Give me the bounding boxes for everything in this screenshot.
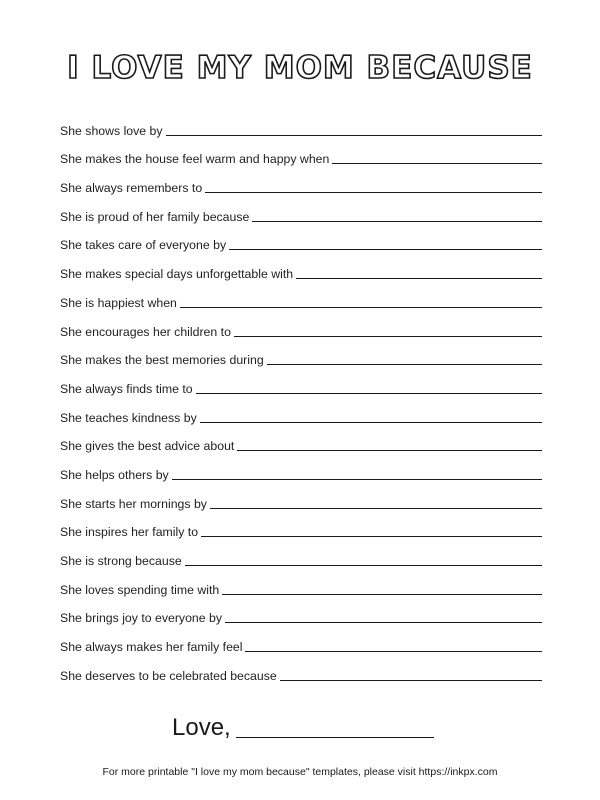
prompt-label: She is strong because — [60, 554, 182, 568]
answer-blank-line — [210, 508, 542, 509]
answer-blank-line — [172, 479, 542, 480]
prompt-label: She shows love by — [60, 123, 163, 138]
prompt-row — [60, 626, 542, 655]
prompt-row — [60, 569, 542, 598]
prompt-row — [60, 139, 542, 168]
footer-note: For more printable "I love my mom because" templates, please visit https://inkpx.com — [102, 766, 498, 778]
prompt-row — [60, 655, 542, 684]
prompt-row — [60, 454, 542, 483]
prompt-row — [60, 196, 542, 225]
prompt-list — [60, 110, 542, 684]
prompt-label: She is happiest when — [60, 295, 177, 310]
answer-blank-line — [166, 135, 542, 136]
prompt-row — [60, 483, 542, 512]
prompt-row — [60, 368, 542, 397]
signoff-blank-line — [236, 736, 434, 738]
prompt-label: She takes care of everyone by — [60, 238, 227, 253]
prompt-label: She starts her mornings by — [60, 496, 207, 511]
prompt-label: She deserves to be celebrated because — [60, 668, 277, 683]
answer-blank-line — [196, 393, 542, 394]
prompt-row — [60, 340, 542, 369]
prompt-row — [60, 512, 542, 541]
prompt-label: She makes the house feel warm and happy when — [60, 152, 330, 167]
prompt-row — [60, 311, 542, 340]
answer-blank-line — [225, 622, 542, 623]
prompt-label: She teaches kindness by — [60, 410, 197, 425]
signoff — [172, 714, 434, 742]
answer-blank-line — [200, 422, 542, 423]
prompt-row — [60, 397, 542, 426]
prompt-row — [60, 253, 542, 282]
answer-blank-line — [332, 163, 542, 164]
page-title: I LOVE MY MOM BECAUSE — [67, 50, 533, 86]
prompt-row — [60, 598, 542, 627]
prompt-label: She loves spending time with — [60, 582, 220, 597]
prompt-label: She makes special days unforgettable with — [60, 267, 294, 282]
answer-blank-line — [267, 364, 542, 365]
prompt-row — [60, 225, 542, 254]
prompt-label: She encourages her children to — [60, 324, 231, 339]
answer-blank-line — [245, 651, 542, 652]
prompt-row — [60, 282, 542, 311]
prompt-label: She always remembers to — [60, 181, 203, 196]
answer-blank-line — [229, 249, 542, 250]
prompt-row — [60, 167, 542, 196]
answer-blank-line — [201, 536, 542, 537]
prompt-label: She gives the best advice about — [60, 439, 235, 454]
answer-blank-line — [237, 450, 542, 451]
signoff-label: Love, — [172, 714, 231, 741]
prompt-row — [60, 110, 542, 139]
answer-blank-line — [222, 594, 542, 595]
prompt-row — [60, 426, 542, 455]
prompt-label: She inspires her family to — [60, 525, 199, 540]
answer-blank-line — [180, 307, 542, 308]
prompt-label: She brings joy to everyone by — [60, 611, 223, 626]
prompt-label: She always makes her family feel — [60, 640, 243, 655]
answer-blank-line — [205, 192, 542, 193]
answer-blank-line — [280, 680, 542, 681]
prompt-row — [60, 540, 542, 569]
answer-blank-line — [296, 278, 542, 279]
prompt-label: She always finds time to — [60, 381, 193, 396]
answer-blank-line — [234, 336, 542, 337]
prompt-label: She is proud of her family because — [60, 209, 250, 224]
answer-blank-line — [252, 221, 542, 222]
answer-blank-line — [185, 565, 542, 566]
prompt-label: She helps others by — [60, 467, 169, 482]
prompt-label: She makes the best memories during — [60, 353, 264, 368]
